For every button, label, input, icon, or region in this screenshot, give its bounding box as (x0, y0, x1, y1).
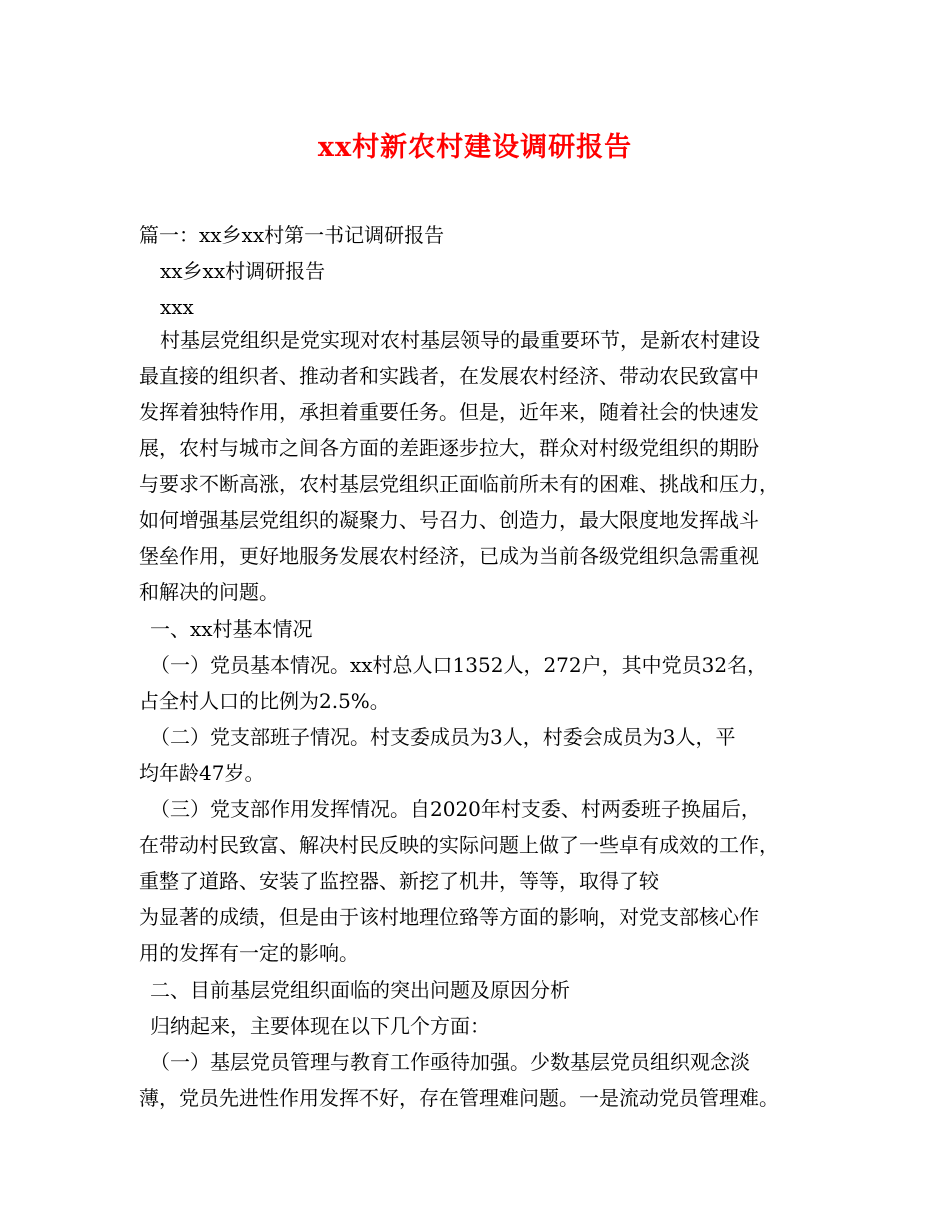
text-line: 发挥着独特作用，承担着重要任务。但是，近年来，随着社会的快速发 (139, 400, 759, 424)
text-line: 薄，党员先进性作用发挥不好，存在管理难问题。一是流动党员管理难。 (139, 1086, 779, 1110)
text-line: 重整了道路、安装了监控器、新挖了机井，等等，取得了较 (139, 869, 659, 893)
text-line: （一）基层党员管理与教育工作亟待加强。少数基层党员组织观念淡 (150, 1050, 750, 1074)
text-line: 和解决的问题。 (139, 580, 279, 604)
text-line: （三）党支部作用发挥情况。自2020年村支委、村两委班子换届后， (150, 797, 761, 821)
text-line: 篇一：xx乡xx村第一书记调研报告 (139, 223, 445, 247)
text-line: 为显著的成绩，但是由于该村地理位臵等方面的影响，对党支部核心作 (139, 905, 759, 929)
document-title: xx村新农村建设调研报告 (317, 132, 633, 163)
text-line: （一）党员基本情况。xx村总人口1352人，272户，其中党员32名， (150, 653, 768, 677)
text-line: 堡垒作用，更好地服务发展农村经济，已成为当前各级党组织急需重视 (139, 544, 759, 568)
text-line: xx乡xx村调研报告 (160, 259, 326, 283)
text-line: 用的发挥有一定的影响。 (139, 941, 359, 965)
section-heading: 二、目前基层党组织面临的突出问题及原因分析 (150, 978, 570, 1002)
text-line: 展，农村与城市之间各方面的差距逐步拉大，群众对村级党组织的期盼 (139, 436, 759, 460)
text-line: 如何增强基层党组织的凝聚力、号召力、创造力，最大限度地发挥战斗 (139, 508, 759, 532)
text-line: 在带动村民致富、解决村民反映的实际问题上做了一些卓有成效的工作， (139, 833, 779, 857)
text-line: 占全村人口的比例为2.5%。 (139, 689, 390, 713)
text-line: 与要求不断高涨，农村基层党组织正面临前所未有的困难、挑战和压力， (139, 472, 779, 496)
text-line: （二）党支部班子情况。村支委成员为3人，村委会成员为3人，平 (150, 725, 736, 749)
text-line: 归纳起来，主要体现在以下几个方面： (150, 1014, 490, 1038)
section-heading: 一、xx村基本情况 (150, 617, 313, 641)
text-line: 最直接的组织者、推动者和实践者，在发展农村经济、带动农民致富中 (139, 364, 759, 388)
text-line: xxx (160, 295, 194, 319)
text-line: 均年龄47岁。 (139, 761, 265, 785)
text-line: 村基层党组织是党实现对农村基层领导的最重要环节，是新农村建设 (160, 328, 760, 352)
